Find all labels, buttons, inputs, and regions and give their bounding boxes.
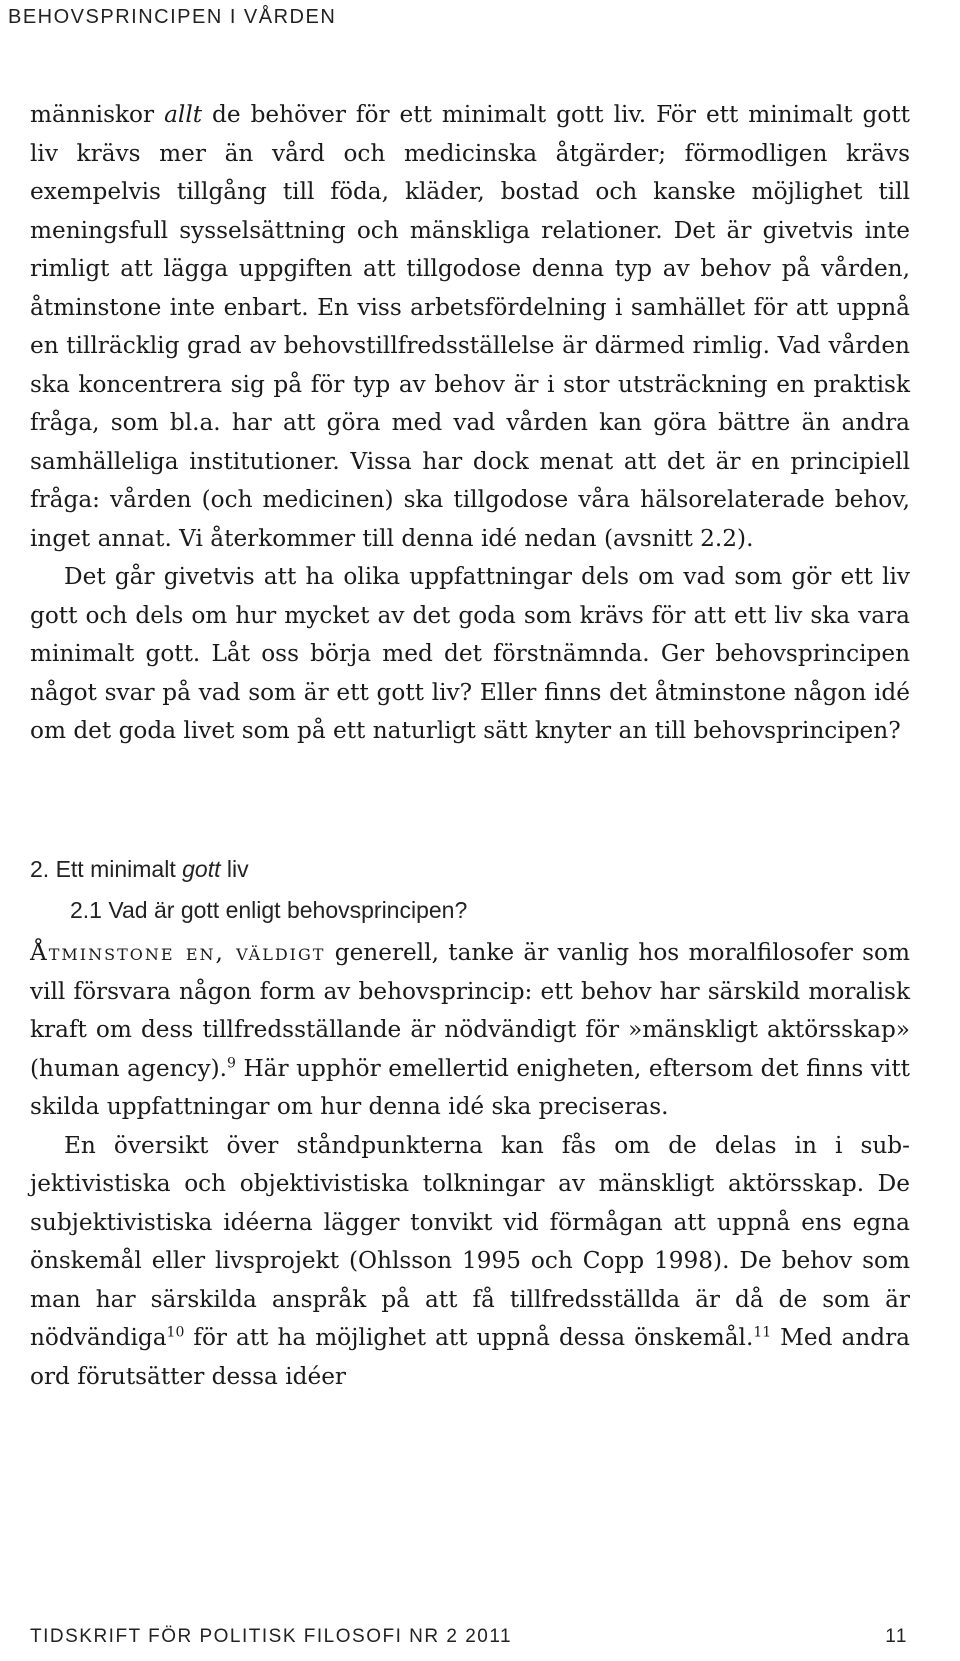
paragraph-4 xyxy=(30,1127,910,1397)
paragraph-1-rest: de behöver för ett minimalt gott liv. För ett minimalt gott liv krävs mer än vård och medicinska åtgärder; förmodligen krävs exempelvis tillgång till föda, kläder, bostad och kanske möjlighet till meningsfull sysselsättning och mänskliga relationer. Det är givetvis inte rimligt att lägga uppgiften att tillgodose denna typ av behov på vården, åtminstone inte enbart. En viss arbetsfördelning i samhället för att uppnå en tillräcklig grad av behovstillfredsställelse är därmed rimlig. Vad vården ska koncentrera sig på för typ av behov är i stor utsträckning en praktisk fråga, som bl.a. har att göra med vad vården kan göra bättre än andra samhälleliga institutioner. Vissa har dock menat att det är en principiell fråga: vården (och medicinen) ska tillgodose våra hälsorelaterade behov, inget annat. Vi återkommer till denna idé nedan (avsnitt 2.2). xyxy=(30,101,910,552)
section-title-end: liv xyxy=(220,856,249,882)
journal-title: TIDSKRIFT FÖR POLITISK FILOSOFI NR 2 2011 xyxy=(30,1626,513,1647)
paragraph-3-text-a: generell, tanke är vanlig hos moralfilosofer som vill försvara någon form av behovsprincip: ett behov har särskild moralisk kraft om dess tillfredsställande är nödvändigt för »mänskligt aktörsskap» (human agency). xyxy=(30,939,910,1082)
paragraph-1-start: människor xyxy=(30,101,165,128)
footnote-ref-11[interactable]: 11 xyxy=(753,1324,772,1341)
running-head: BEHOVSPRINCIPEN I VÅRDEN xyxy=(8,6,337,28)
body-text-top xyxy=(30,96,910,751)
subsection-title: Vad är gott enligt behovsprincipen? xyxy=(101,897,468,923)
subsection-number: 2.1 xyxy=(70,897,102,923)
footnote-ref-10[interactable]: 10 xyxy=(166,1324,185,1341)
paragraph-1 xyxy=(30,96,910,558)
paragraph-3 xyxy=(30,934,910,1127)
section-title-start: Ett minimalt xyxy=(49,856,183,882)
section-title-italic: gott xyxy=(182,856,221,882)
section-number: 2. xyxy=(30,856,50,882)
paragraph-4-text-a: En översikt över ståndpunkterna kan fås om de delas in i subjektivistiska och objektivistiska tolkningar av mänskligt aktörsskap. De subjektivistiska idéerna lägger tonvikt vid förmågan att uppnå ens egna önskemål eller livsprojekt (Ohlsson 1995 och Copp 1998). De behov som man har särskilda anspråk på att få tillfredsställda är då de som är nödvändiga xyxy=(30,1131,910,1351)
subsection-heading-2-1 xyxy=(70,897,467,924)
paragraph-3-text-b: Här upphör emellertid enigheten, eftersom det finns vitt skilda uppfattningar om hur denna idé ska preciseras. xyxy=(30,1054,910,1120)
page-footer xyxy=(30,1626,908,1648)
body-text-section-2 xyxy=(30,934,910,1396)
paragraph-2: Det går givetvis att ha olika uppfattningar dels om vad som gör ett liv gott och dels om hur mycket av det goda som krävs för att ett liv ska vara minimalt gott. Låt oss börja med det förstnämnda. Ger behovsprincipen något svar på vad som är ett gott liv? Eller finns det åtminstone någon idé om det goda livet som på ett naturligt sätt knyter an till behovsprincipen? xyxy=(30,563,910,744)
section-heading-2 xyxy=(30,856,249,883)
emphasis-allt: allt xyxy=(164,101,203,128)
paragraph-4-text-b: för att ha möjlighet att uppnå dessa önskemål. xyxy=(184,1324,754,1351)
footnote-ref-9[interactable]: 9 xyxy=(227,1054,236,1071)
smallcaps-lead: Åtminstone en, väldigt xyxy=(30,939,326,966)
paragraph-4-text-c: Med andra ord förutsätter dessa idéer xyxy=(30,1324,910,1390)
page-number: 11 xyxy=(885,1626,908,1647)
